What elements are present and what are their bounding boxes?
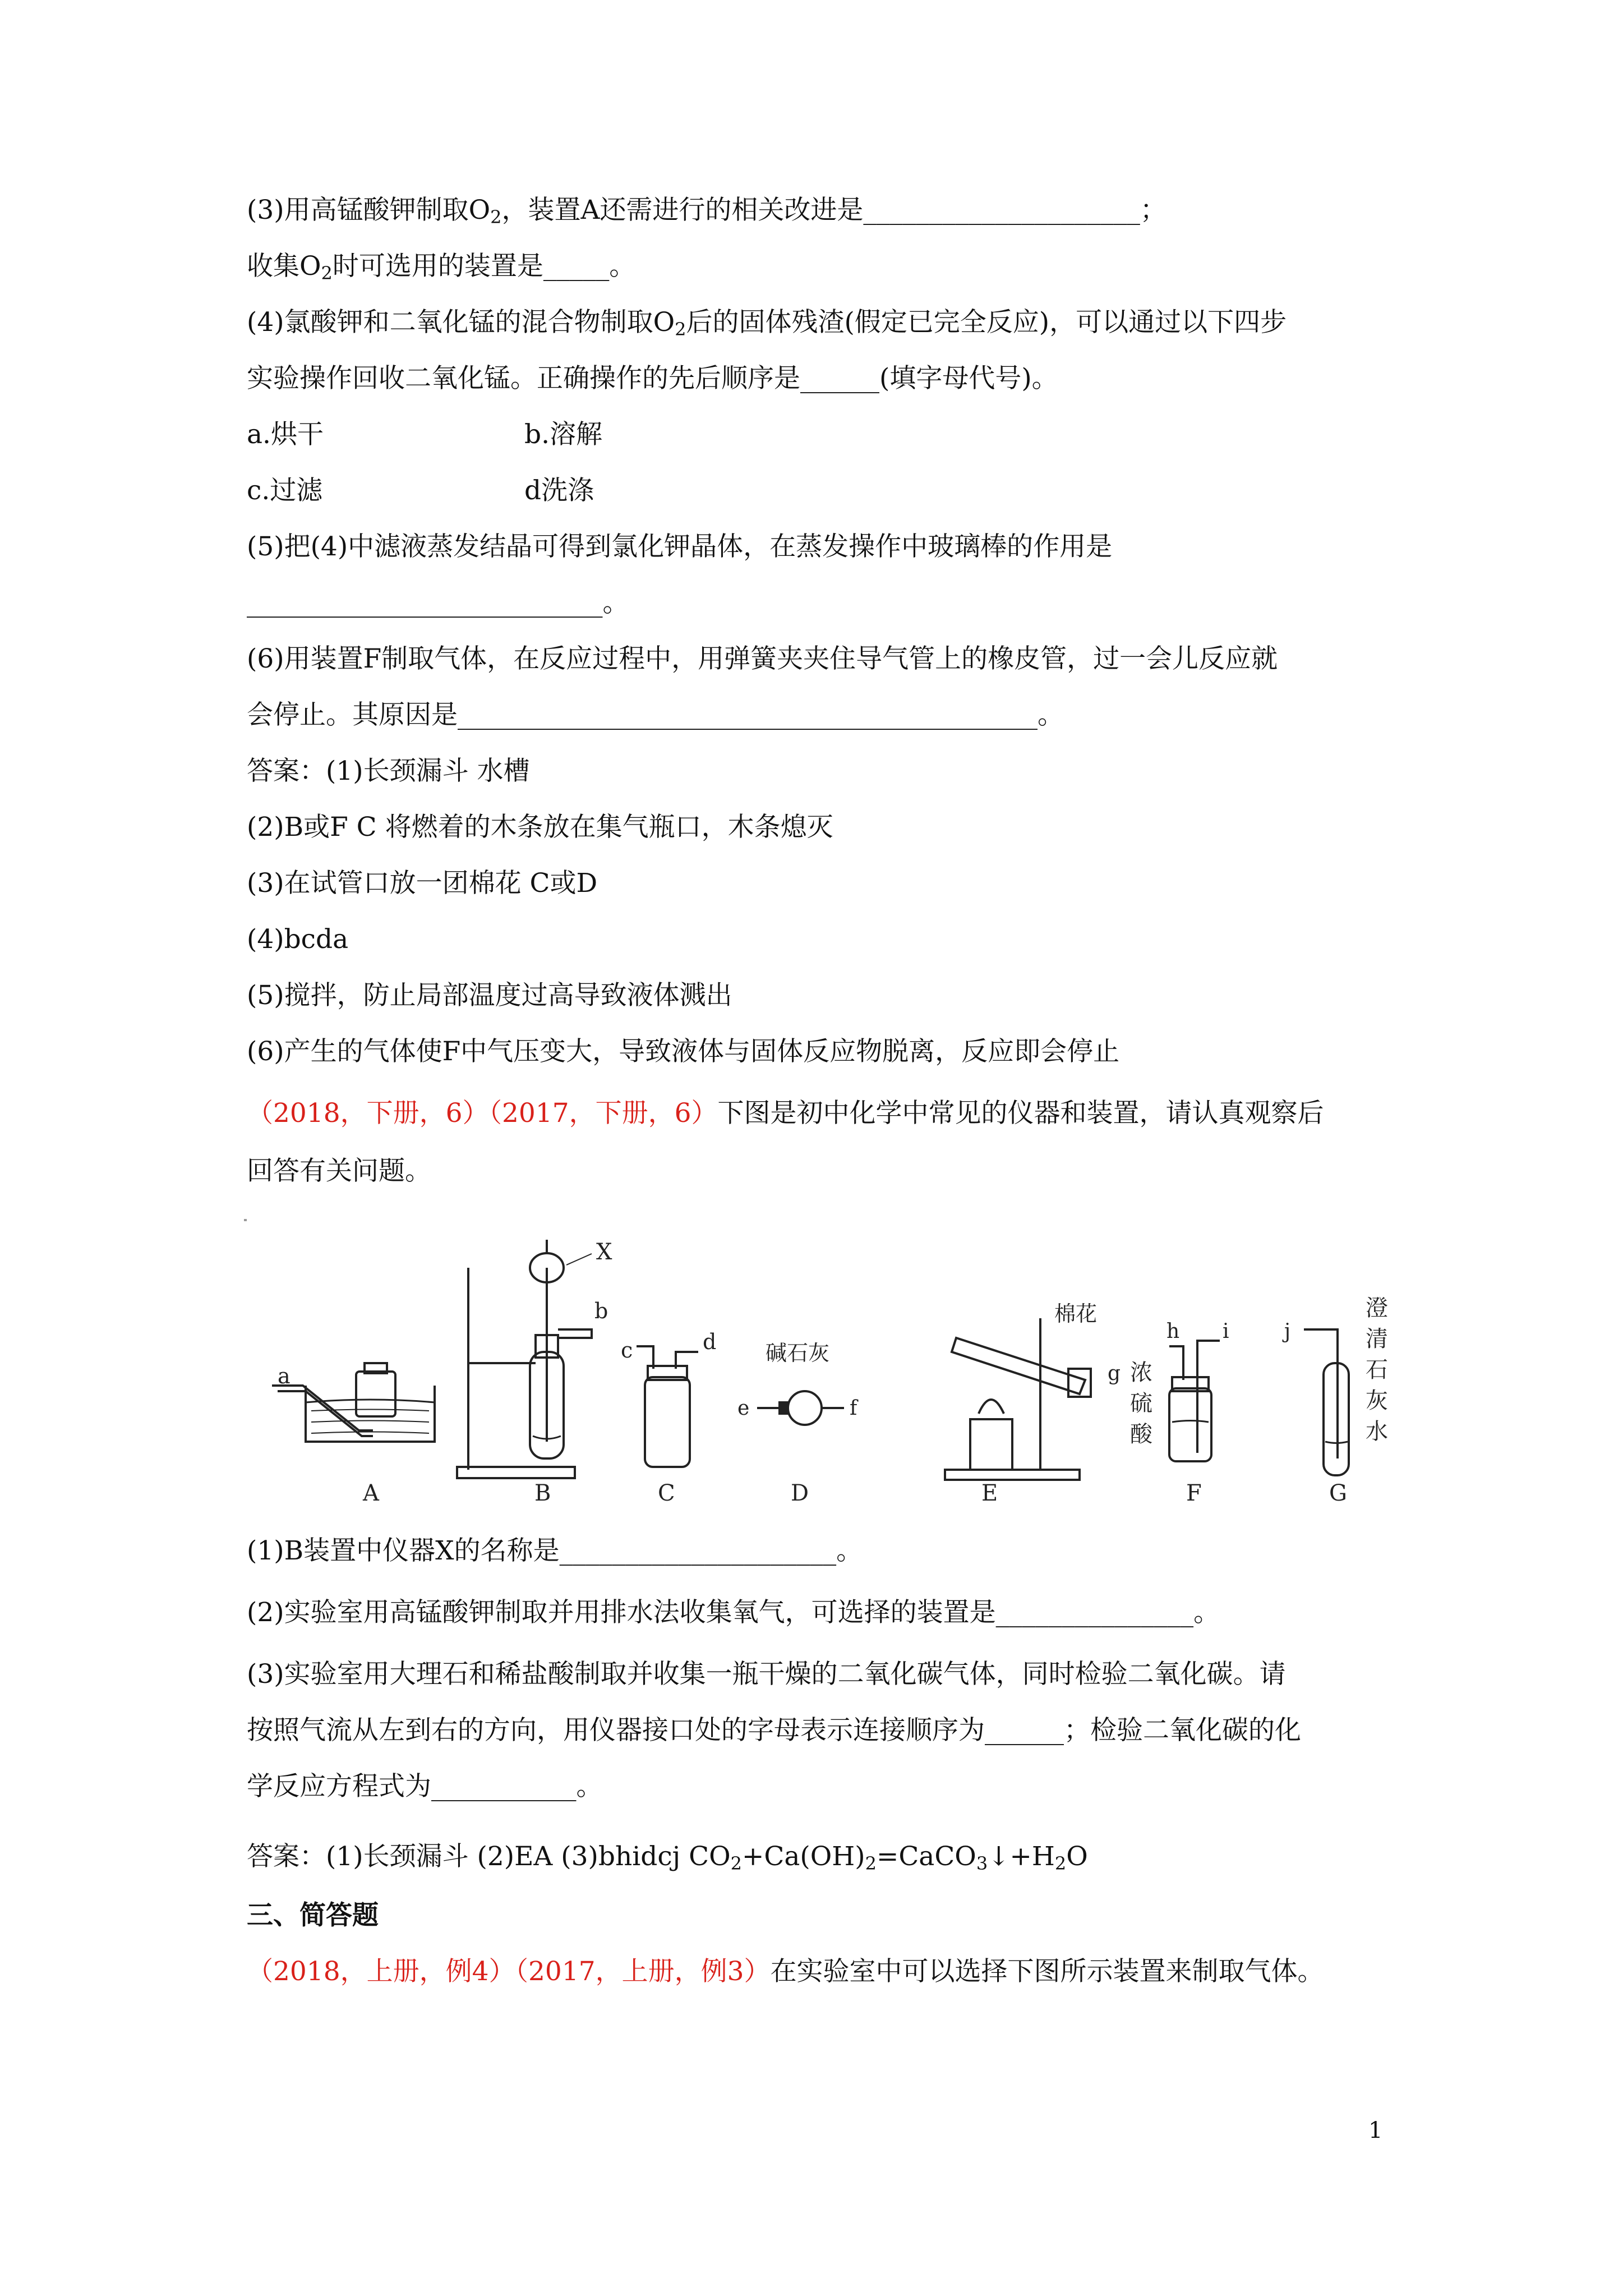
- apparatus-E: [945, 1318, 1091, 1480]
- part-2: (2)实验室用高锰酸钾制取并用排水法收集氧气，可选择的装置是_______________。: [247, 1597, 1220, 1628]
- q6-line1: (6)用装置F制取气体，在反应过程中，用弹簧夹夹住导气管上的橡皮管，过一会儿反应就: [247, 643, 1278, 674]
- label-lime-5: 水: [1366, 1419, 1388, 1444]
- source-citation: （2018，下册，6）（2017，下册，6）: [247, 1098, 718, 1129]
- label-j: j: [1284, 1320, 1291, 1343]
- label-i: i: [1223, 1320, 1229, 1343]
- source-question-3: （2018，上册，例4）（2017，上册，例3）在实验室中可以选择下图所示装置来制取气体。: [247, 1956, 1324, 1987]
- apparatus-D: [757, 1391, 844, 1425]
- label-b: b: [594, 1299, 608, 1323]
- answer-1: 答案：(1)长颈漏斗 水槽: [247, 756, 530, 786]
- label-conc-1: 浓: [1130, 1360, 1152, 1386]
- label-lime-2: 清: [1366, 1326, 1388, 1352]
- q4-line2: 实验操作回收二氧化锰。正确操作的先后顺序是______(填字母代号)。: [247, 363, 1058, 394]
- label-f: f: [850, 1397, 857, 1420]
- page-number: 1: [1368, 2118, 1383, 2143]
- answer-block-2: 答案：(1)长颈漏斗 (2)EA (3)bhidcj $CO_2+Ca(OH)_2=CaCO_3↓+H_2O$: [247, 1841, 1088, 1874]
- label-E: E: [981, 1480, 998, 1506]
- label-C: C: [658, 1480, 675, 1506]
- q3-line1: (3)用高锰酸钾制取$O_2$，装置A还需进行的相关改进是_____________________；: [247, 195, 1166, 228]
- label-B: B: [534, 1480, 551, 1506]
- label-c: c: [621, 1338, 633, 1363]
- section-heading: 三、简答题: [247, 1900, 379, 1931]
- apparatus-B: [457, 1240, 592, 1478]
- answer-6: (6)产生的气体使F中气压变大，导致液体与固体反应物脱离，反应即会停止: [247, 1036, 1120, 1067]
- label-e: e: [737, 1397, 750, 1420]
- label-conc-3: 酸: [1130, 1421, 1152, 1447]
- apparatus-F: [1169, 1341, 1220, 1461]
- label-G: G: [1329, 1480, 1347, 1506]
- label-a: a: [278, 1364, 291, 1388]
- source-citation-2: （2018，上册，例4）（2017，上册，例3）: [247, 1956, 771, 1987]
- q5-line1: (5)把(4)中滤液蒸发结晶可得到氯化钾晶体，在蒸发操作中玻璃棒的作用是: [247, 531, 1113, 562]
- q6-line2: 会停止。其原因是____________________________________________。: [247, 700, 1064, 730]
- part-3-line1: (3)实验室用大理石和稀盐酸制取并收集一瓶干燥的二氧化碳气体，同时检验二氧化碳。请: [247, 1659, 1286, 1690]
- apparatus-figure: [244, 1217, 1438, 1509]
- answer-3: (3)在试管口放一团棉花 C或D: [247, 868, 598, 899]
- apparatus-A: [272, 1363, 435, 1442]
- label-conc-2: 硫: [1130, 1391, 1152, 1416]
- label-A: A: [363, 1480, 379, 1506]
- answer-2: (2)B或F C 将燃着的木条放在集气瓶口，木条熄灭: [247, 812, 833, 843]
- label-F: F: [1186, 1480, 1202, 1506]
- source-question-2-line2: 回答有关问题。: [247, 1156, 431, 1186]
- part-3-line2: 按照气流从左到右的方向，用仪器接口处的字母表示连接顺序为______；检验二氧化碳的化: [247, 1715, 1301, 1746]
- label-D: D: [791, 1480, 809, 1506]
- label-X: X: [596, 1239, 612, 1265]
- label-soda-lime: 碱石灰: [766, 1341, 830, 1365]
- option-b: b.溶解: [524, 419, 603, 450]
- q5-line2: ___________________________。: [247, 587, 629, 618]
- option-a: a.烘干: [247, 419, 324, 450]
- label-cotton: 棉花: [1054, 1301, 1098, 1326]
- label-lime-3: 石: [1366, 1357, 1388, 1383]
- label-h: h: [1166, 1320, 1180, 1343]
- part-1: (1)B装置中仪器X的名称是_____________________。: [247, 1535, 863, 1566]
- option-d: d洗涤: [524, 475, 594, 506]
- label-lime-4: 灰: [1366, 1388, 1388, 1414]
- apparatus-G: [1304, 1329, 1349, 1475]
- part-3-line3: 学反应方程式为___________。: [247, 1771, 603, 1802]
- option-c: c.过滤: [247, 475, 323, 506]
- q3-line2: 收集$O_2$时可选用的装置是_____。: [247, 251, 636, 284]
- apparatus-C: [637, 1346, 698, 1467]
- label-d: d: [703, 1329, 717, 1354]
- label-lime-1: 澄: [1366, 1295, 1388, 1321]
- q4-line1: (4)氯酸钾和二氧化锰的混合物制取$O_2$后的固体残渣(假定已完全反应)，可以通过以下四步: [247, 307, 1287, 340]
- source-question-2: （2018，下册，6）（2017，下册，6）下图是初中化学中常见的仪器和装置，请认真观察后: [247, 1098, 1324, 1129]
- answer-5: (5)搅拌，防止局部温度过高导致液体溅出: [247, 980, 732, 1011]
- answer-4: (4)bcda: [247, 924, 349, 955]
- label-g: g: [1108, 1362, 1121, 1385]
